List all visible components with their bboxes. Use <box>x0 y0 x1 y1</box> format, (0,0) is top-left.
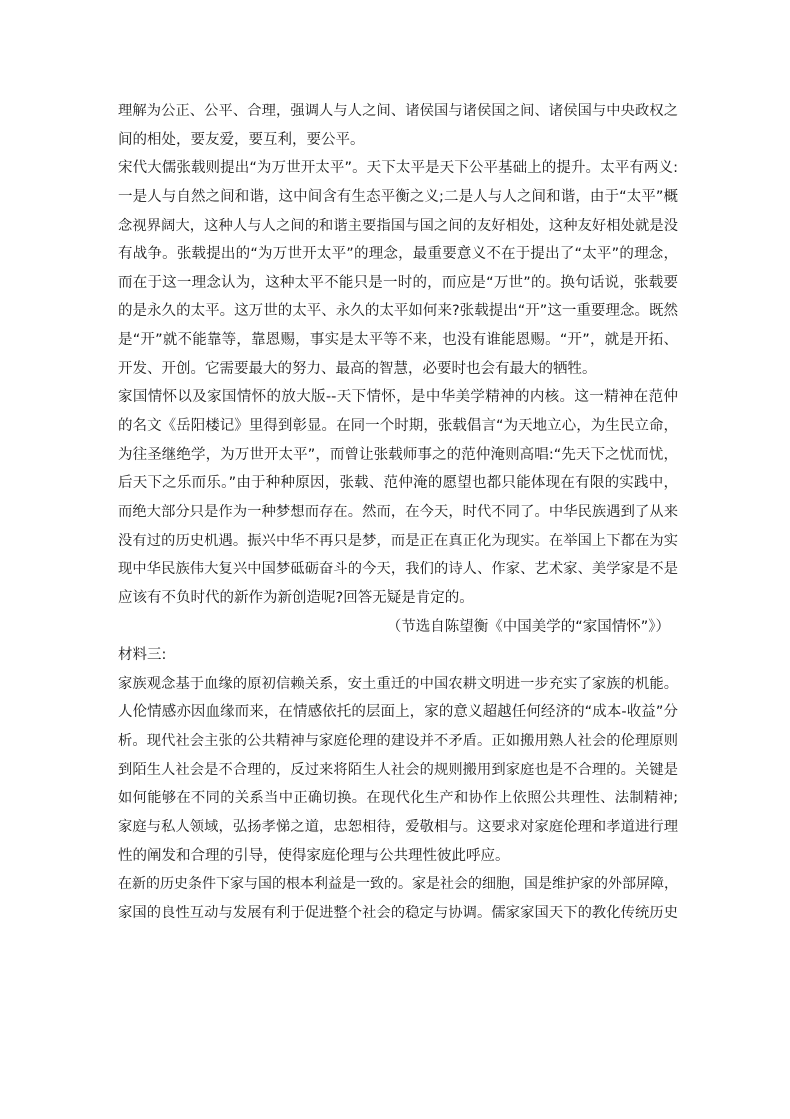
text-line: 家庭与私人领域，弘扬孝悌之道，忠恕相待，爱敬相与。这要求对家庭伦理和孝道进行理 <box>118 819 678 836</box>
text-line: 而绝大部分只是作为一种梦想而存在。然而，在今天，时代不同了。中华民族遇到了从来 <box>118 503 678 520</box>
text-line: 材料三: <box>118 647 167 664</box>
text-line: 有战争。张载提出的“为万世开太平”的理念，最重要意义不在于提出了“太平”的理念， <box>118 246 678 263</box>
text-line: 一是人与自然之间和谐，这中间含有生态平衡之义;二是人与人之间和谐，由于“太平”概 <box>118 188 678 205</box>
text-line: 间的相处，要友爱，要互利，要公平。 <box>118 131 365 148</box>
text-line: 理解为公正、公平、合理，强调人与人之间、诸侯国与诸侯国之间、诸侯国与中央政权之 <box>118 103 678 119</box>
text-line: 人伦情感亦因血缘而来，在情感依托的层面上，家的意义超越任何经济的“成本-收益”分 <box>118 704 678 721</box>
text-line: 析。现代社会主张的公共精神与家庭伦理的建设并不矛盾。正如搬用熟人社会的伦理原则 <box>118 733 678 750</box>
text-line: 为往圣继绝学，为万世开太平”，而曾让张载师事之的范仲淹则高唱:“先天下之忧而忧， <box>118 446 678 463</box>
text-line: 而在于这一理念认为，这种太平不能只是一时的，而应是“万世”的。换句话说，张载要 <box>118 274 678 291</box>
text-line: 没有过的历史机遇。振兴中华不再只是梦，而是正在真正化为现实。在举国上下都在为实 <box>118 532 678 549</box>
text-line: 的是永久的太平。这万世的太平、永久的太平如何来?张载提出“开”这一重要理念。既然 <box>118 303 678 320</box>
text-line: 后天下之乐而乐。”由于种种原因，张载、范仲淹的愿望也都只能体现在有限的实践中， <box>118 475 678 492</box>
text-line: 如何能够在不同的关系当中正确切换。在现代化生产和协作上依照公共理性、法制精神; <box>118 790 678 807</box>
text-line: 开发、开创。它需要最大的努力、最高的智慧，必要时也会有最大的牺牲。 <box>118 360 597 377</box>
document-body <box>118 97 678 928</box>
text-line: 在新的历史条件下家与国的根本利益是一致的。家是社会的细胞，国是维护家的外部屏障， <box>118 876 678 893</box>
text-line: 家族观念基于血缘的原初信赖关系，安土重迁的中国农耕文明进一步充实了家族的机能。 <box>118 675 678 692</box>
text-line: 念视界阔大，这种人与人之间的和谐主要指国与国之间的友好相处，这种友好相处就是没 <box>118 217 678 234</box>
text-line: 到陌生人社会是不合理的，反过来将陌生人社会的规则搬用到家庭也是不合理的。关键是 <box>118 761 678 778</box>
text-line: 应该有不负时代的新作为新创造呢?回答无疑是肯定的。 <box>118 589 474 606</box>
text-line: 家国的良性互动与发展有利于促进整个社会的稳定与协调。儒家家国天下的教化传统历史 <box>118 904 678 921</box>
text-line: 的名文《岳阳楼记》里得到彰显。在同一个时期，张载倡言“为天地立心，为生民立命， <box>118 418 678 435</box>
text-line: 宋代大儒张载则提出“为万世开太平”。天下太平是天下公平基础上的提升。太平有两义: <box>118 160 678 177</box>
source-citation-line: （节选自陈望衡《中国美学的“家国情怀”》） <box>386 618 670 635</box>
text-line: 是“开”就不能靠等，靠恩赐，事实是太平等不来，也没有谁能恩赐。“开”，就是开拓、 <box>118 332 678 349</box>
text-line: 家国情怀以及家国情怀的放大版--天下情怀，是中华美学精神的内核。这一精神在范仲 <box>118 389 678 406</box>
text-line: 现中华民族伟大复兴中国梦砥砺奋斗的今天，我们的诗人、作家、艺术家、美学家是不是 <box>118 561 678 578</box>
text-line: 性的阐发和合理的引导，使得家庭伦理与公共理性彼此呼应。 <box>118 847 510 864</box>
